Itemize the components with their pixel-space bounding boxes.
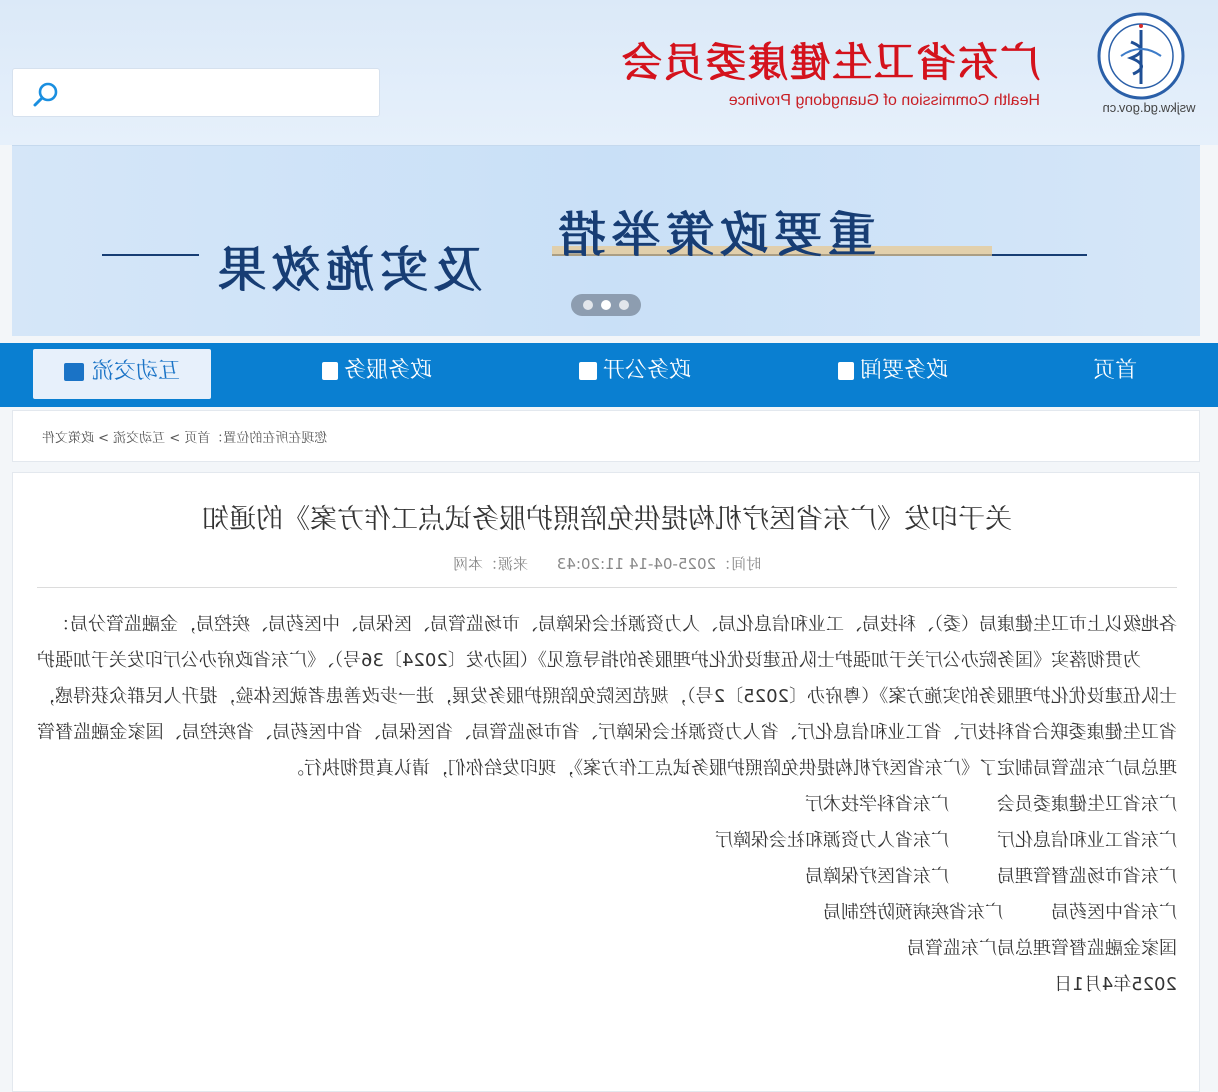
signer: 广东省科学技术厅	[805, 794, 949, 815]
search-icon[interactable]	[31, 79, 61, 109]
banner-headline: 重要政策举措	[552, 207, 877, 263]
article-meta	[13, 553, 1201, 574]
nav-home-label: 首页	[1093, 358, 1138, 383]
signer-row	[37, 859, 1177, 895]
chat-icon	[64, 363, 84, 381]
signer: 广东省疾病预防控制局	[823, 902, 1003, 923]
signers-block	[37, 787, 1177, 1003]
issue-date: 2025年4月1日	[1054, 974, 1177, 995]
signer-row	[37, 787, 1177, 823]
banner-carousel[interactable]	[12, 145, 1200, 336]
site-title: 广东省卫生健康委员会	[620, 40, 1040, 86]
signer-row	[37, 931, 1177, 967]
signer: 广东省工业和信息化厅	[997, 830, 1177, 851]
search-box[interactable]	[12, 68, 380, 117]
breadcrumb-bar	[12, 410, 1200, 462]
nav-home[interactable]	[1058, 343, 1173, 407]
news-icon	[838, 362, 854, 380]
banner-subheadline: 及实施效果	[212, 242, 483, 298]
document-icon	[579, 362, 597, 380]
salutation-paragraph: 各地级以上市卫生健康局（委）、科技局、工业和信息化局、人力资源社会保障局、市场监管局、医保局、中医药局、疾控局，金融监管分局：	[52, 614, 1177, 635]
article-body	[37, 607, 1177, 1003]
site-header	[0, 0, 1218, 145]
signer-row	[37, 823, 1177, 859]
breadcrumb	[42, 427, 327, 446]
nav-services-label: 政务服务	[322, 343, 432, 399]
signer: 广东省卫生健康委员会	[997, 794, 1177, 815]
nav-open-affairs[interactable]	[550, 343, 720, 407]
signer-row	[37, 895, 1177, 931]
nav-interaction-label: 互动交流	[64, 349, 180, 394]
article-title: 关于印发《广东省医疗机构提供免陪照护服务试点工作方案》的通知	[202, 504, 1012, 535]
body-paragraph: 为贯彻落实《国务院办公厅关于加强护士队伍建设优化护理服务的指导意见》（国办发〔2024〕36号）、《广东省政府办公厅印发关于加强护士队伍建设优化护理服务的实施方案》（粤府办〔2025〕2号），规范医院免陪照护服务发展，进一步改善患者就医体验，提升人民群众获得感，省卫生健康委联合省科技厅、省工业和信息化厅、省人力资源社会保障厅、省市场监管局、省医保局、省中医药局、省疾控局、国家金融监督管理总局广东监管局制定了《广东省医疗机构提供免陪照护服务试点工作方案》，现印发给你们，请认真贯彻执行。	[37, 650, 1177, 779]
carousel-indicator[interactable]	[571, 294, 641, 316]
nav-services[interactable]	[292, 343, 462, 407]
site-brand[interactable]	[620, 40, 1040, 110]
signer: 国家金融监督管理总局广东监管局	[907, 938, 1177, 959]
article-panel	[12, 472, 1200, 1092]
publish-time: 时间：2025-04-14 11:20:43	[556, 555, 762, 573]
article-source: 来源：本网	[452, 555, 528, 573]
signer: 广东省市场监督管理局	[997, 866, 1177, 887]
divider	[37, 587, 1177, 588]
commission-logo[interactable]	[1097, 12, 1185, 100]
nav-news-label: 政务要闻	[838, 343, 948, 399]
signer: 广东省人力资源和社会保障厅	[715, 830, 949, 851]
nav-open-affairs-label: 政务公开	[579, 343, 691, 399]
signer: 广东省医疗保障局	[805, 866, 949, 887]
signer: 广东省中医药局	[1051, 902, 1177, 923]
nav-news[interactable]	[808, 343, 978, 407]
carousel-dot[interactable]	[619, 300, 629, 310]
carousel-dot-active[interactable]	[601, 300, 611, 310]
breadcrumb-path[interactable]: 首页 > 互动交流 > 政策文件	[41, 431, 210, 446]
site-url: wsjkw.gd.gov.cn	[1102, 100, 1196, 115]
nav-interaction[interactable]	[33, 349, 211, 399]
main-nav	[0, 343, 1218, 407]
site-subtitle: Health Commission of Guangdong Province	[728, 92, 1040, 109]
search-input[interactable]	[69, 77, 373, 109]
clipboard-icon	[322, 362, 338, 380]
banner-rule	[102, 254, 199, 256]
carousel-dot[interactable]	[583, 300, 593, 310]
breadcrumb-prefix: 您现在所在的位置：	[209, 431, 327, 446]
